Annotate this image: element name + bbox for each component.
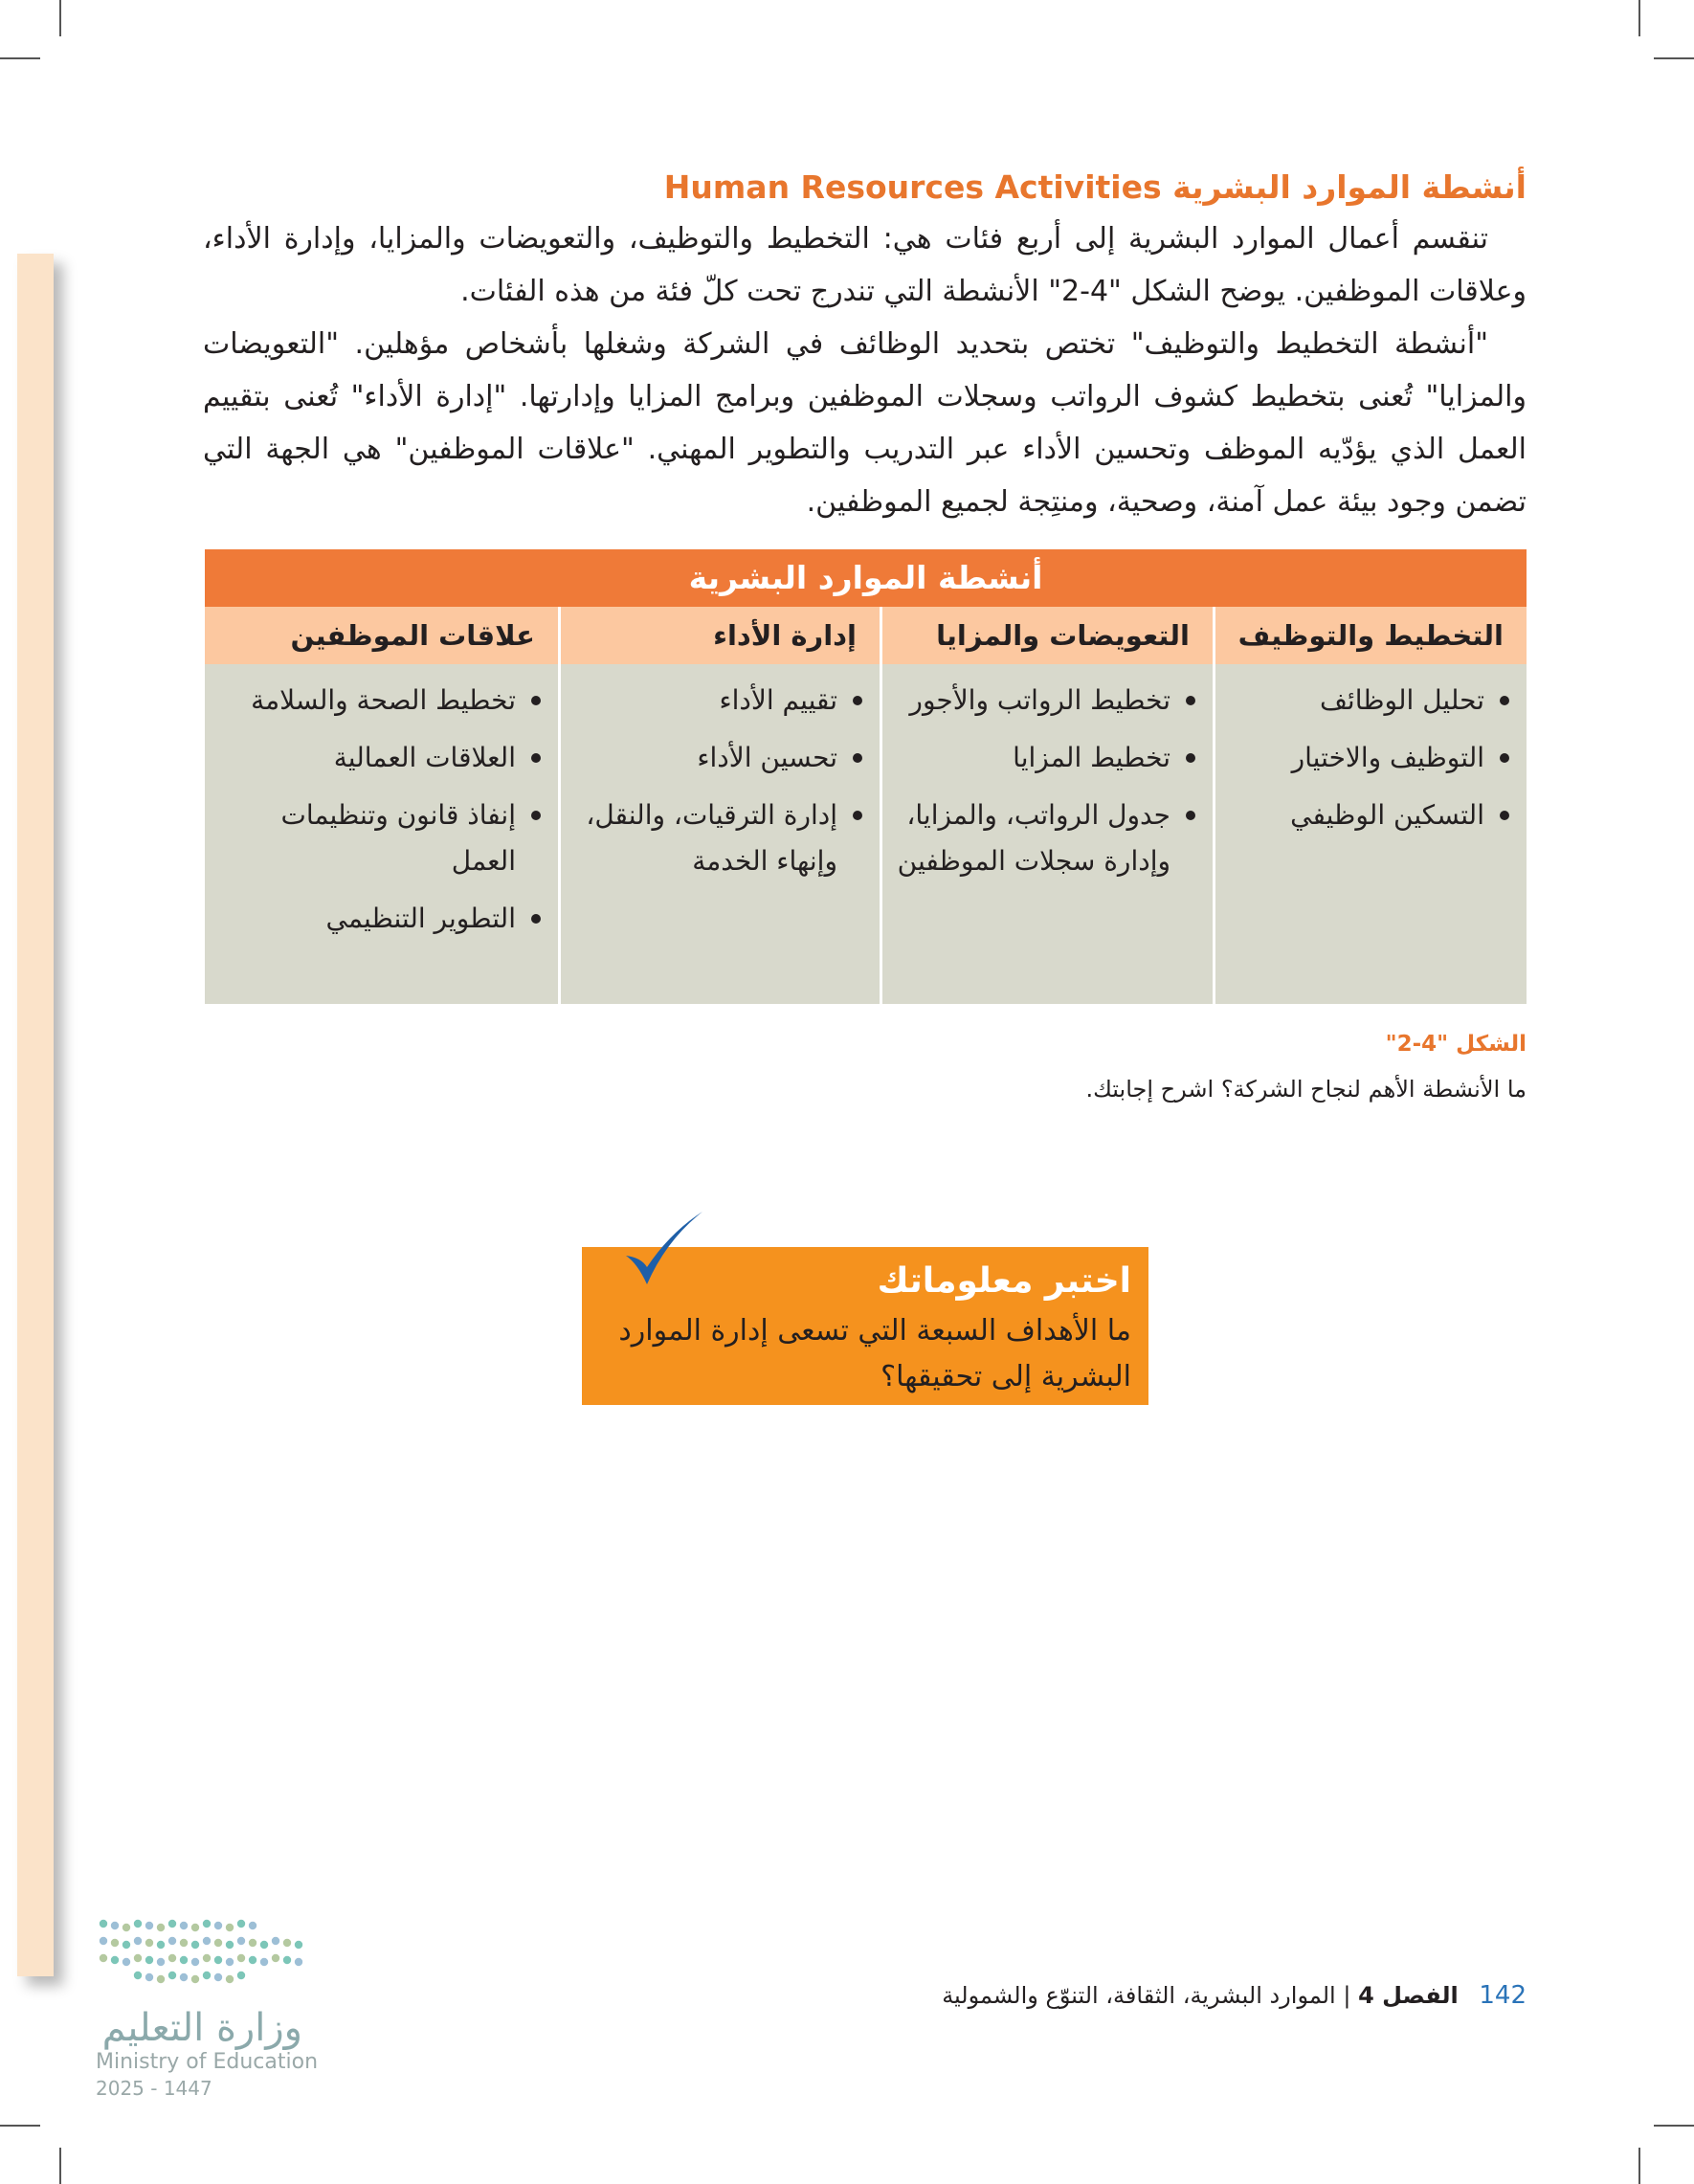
column-header: التخطيط والتوظيف	[1215, 607, 1527, 664]
logo-dot	[100, 1920, 107, 1928]
logo-dot	[191, 1958, 199, 1966]
logo-dot	[134, 1972, 142, 1979]
column-planning-staffing	[1213, 607, 1527, 1004]
logo-dot	[180, 1939, 188, 1947]
logo-dot	[226, 1975, 234, 1983]
logo-dot	[203, 1954, 211, 1962]
logo-dot	[100, 1954, 107, 1962]
logo-dot	[226, 1941, 234, 1949]
logo-dot	[214, 1973, 222, 1981]
crop-mark	[1654, 2125, 1694, 2127]
logo-dot	[111, 1922, 119, 1929]
chapter-title: الموارد البشرية، الثقافة، التنوّع والشمولية	[942, 1982, 1336, 2009]
logo-dot	[237, 1954, 245, 1962]
list-item: تحسين الأداء	[570, 735, 837, 781]
page-number: 142	[1479, 1981, 1527, 2010]
logo-dot	[157, 1924, 165, 1931]
logo-dot	[111, 1939, 119, 1947]
logo-dot	[249, 1939, 256, 1947]
section-heading	[203, 168, 1527, 206]
logo-dot	[272, 1937, 279, 1945]
logo-dot	[134, 1937, 142, 1945]
logo-dot	[123, 1924, 130, 1931]
crop-mark	[0, 2125, 40, 2127]
logo-dot	[283, 1939, 291, 1947]
column-compensation-benefits	[880, 607, 1213, 1004]
figure-label: الشكل "4-2"	[1385, 1032, 1527, 1057]
page-footer	[670, 1981, 1527, 2010]
crop-mark	[59, 2148, 61, 2184]
logo-dot	[203, 1937, 211, 1945]
margin-color-bar	[17, 254, 54, 1976]
logo-dot	[100, 1937, 107, 1945]
column-body	[882, 664, 1213, 1004]
logo-dot	[226, 1958, 234, 1966]
crop-mark	[59, 0, 61, 36]
logo-dot	[180, 1956, 188, 1964]
section-title-en: Human Resources Activities	[663, 168, 1162, 206]
list-item: تحليل الوظائف	[1225, 678, 1484, 724]
logo-dot	[157, 1975, 165, 1983]
list-item: تخطيط المزايا	[892, 735, 1170, 781]
chapter-label: الفصل 4	[1358, 1982, 1459, 2009]
logo-year: 2025 - 1447	[96, 2077, 212, 2100]
list-item: تخطيط الرواتب والأجور	[892, 678, 1170, 724]
quiz-question: ما الأهداف السبعة التي تسعى إدارة الموارد البشرية إلى تحقيقها؟	[618, 1314, 1131, 1393]
logo-dot	[157, 1941, 165, 1949]
column-body	[1215, 664, 1527, 1004]
logo-dot	[123, 1941, 130, 1949]
logo-dot	[168, 1972, 176, 1979]
list-item: التسكين الوظيفي	[1225, 792, 1484, 838]
ministry-name-en: Ministry of Education	[96, 2050, 319, 2074]
logo-dot	[168, 1920, 176, 1928]
logo-dot	[191, 1941, 199, 1949]
logo-dot	[168, 1937, 176, 1945]
crop-mark	[0, 57, 40, 59]
list-item: إنفاذ قانون وتنظيمات العمل	[214, 792, 516, 884]
logo-dot	[237, 1972, 245, 1979]
logo-dot	[180, 1973, 188, 1981]
ministry-logo-dots-icon	[96, 1914, 308, 1993]
list-item: تقييم الأداء	[570, 678, 837, 724]
logo-dot	[191, 1975, 199, 1983]
logo-dot	[249, 1922, 256, 1929]
table-columns	[205, 607, 1527, 1004]
section-title-ar: أنشطة الموارد البشرية	[1172, 168, 1527, 206]
logo-dot	[272, 1954, 279, 1962]
logo-dot	[226, 1924, 234, 1931]
logo-dot	[249, 1956, 256, 1964]
logo-dot	[191, 1924, 199, 1931]
logo-dot	[295, 1941, 302, 1949]
logo-dot	[283, 1956, 291, 1964]
list-item: العلاقات العمالية	[214, 735, 516, 781]
column-performance-management	[558, 607, 880, 1004]
logo-dot	[145, 1939, 153, 1947]
footer-separator: |	[1343, 1982, 1351, 2009]
logo-dot	[145, 1922, 153, 1929]
logo-dot	[295, 1958, 302, 1966]
logo-dot	[134, 1920, 142, 1928]
column-header: إدارة الأداء	[561, 607, 880, 664]
logo-dot	[145, 1956, 153, 1964]
crop-mark	[1638, 2148, 1640, 2184]
logo-dot	[111, 1956, 119, 1964]
list-item: التوظيف والاختيار	[1225, 735, 1484, 781]
logo-dot	[260, 1958, 268, 1966]
logo-dot	[237, 1920, 245, 1928]
logo-dot	[180, 1922, 188, 1929]
logo-dot	[214, 1939, 222, 1947]
logo-dot	[237, 1937, 245, 1945]
logo-dot	[203, 1972, 211, 1979]
list-item: جدول الرواتب، والمزايا، وإدارة سجلات الموظفين	[892, 792, 1170, 884]
logo-dot	[168, 1954, 176, 1962]
ministry-name-ar: وزارة التعليم	[101, 2006, 302, 2050]
figure-question: ما الأنشطة الأهم لنجاح الشركة؟ اشرح إجابتك.	[1085, 1076, 1527, 1103]
logo-dot	[214, 1956, 222, 1964]
logo-dot	[260, 1941, 268, 1949]
column-header: علاقات الموظفين	[205, 607, 558, 664]
definitions-paragraph: "أنشطة التخطيط والتوظيف" تختص بتحديد الوظائف في الشركة وشغلها بأشخاص مؤهلين. "التعويضات والمزايا" تُعنى بتخطيط كشوف الرواتب وسجلات الموظفين وبرامج المزايا وإدارتها. "إدارة الأداء" تُعنى بتقييم العمل الذي يؤدّيه الموظف وتحسين الأداء عبر التدريب والتطوير المهني. "علاقات الموظفين" هي الجهة التي تضمن وجود بيئة عمل آمنة، وصحية، ومنتِجة لجميع الموظفين.	[203, 327, 1527, 519]
checkmark-icon	[620, 1208, 706, 1294]
logo-dot	[134, 1954, 142, 1962]
list-item: إدارة الترقيات، والنقل، وإنهاء الخدمة	[570, 792, 837, 884]
logo-dot	[203, 1920, 211, 1928]
logo-dot	[157, 1958, 165, 1966]
logo-dot	[145, 1973, 153, 1981]
list-item: التطوير التنظيمي	[214, 896, 516, 942]
crop-mark	[1654, 57, 1694, 59]
column-body	[561, 664, 880, 1004]
hr-activities-table	[205, 549, 1527, 1004]
crop-mark	[1638, 0, 1640, 36]
table-title: أنشطة الموارد البشرية	[205, 549, 1527, 607]
intro-paragraph: تنقسم أعمال الموارد البشرية إلى أربع فئات هي: التخطيط والتوظيف، والتعويضات والمزايا، وإدارة الأداء، وعلاقات الموظفين. يوضح الشكل "4-2" الأنشطة التي تندرج تحت كلّ فئة من هذه الفئات.	[203, 222, 1527, 308]
logo-dot	[214, 1922, 222, 1929]
column-body	[205, 664, 558, 1004]
column-employee-relations	[205, 607, 558, 1004]
quiz-title: اختبر معلوماتك	[877, 1261, 1131, 1301]
logo-dot	[123, 1958, 130, 1966]
column-header: التعويضات والمزايا	[882, 607, 1213, 664]
list-item: تخطيط الصحة والسلامة	[214, 678, 516, 724]
